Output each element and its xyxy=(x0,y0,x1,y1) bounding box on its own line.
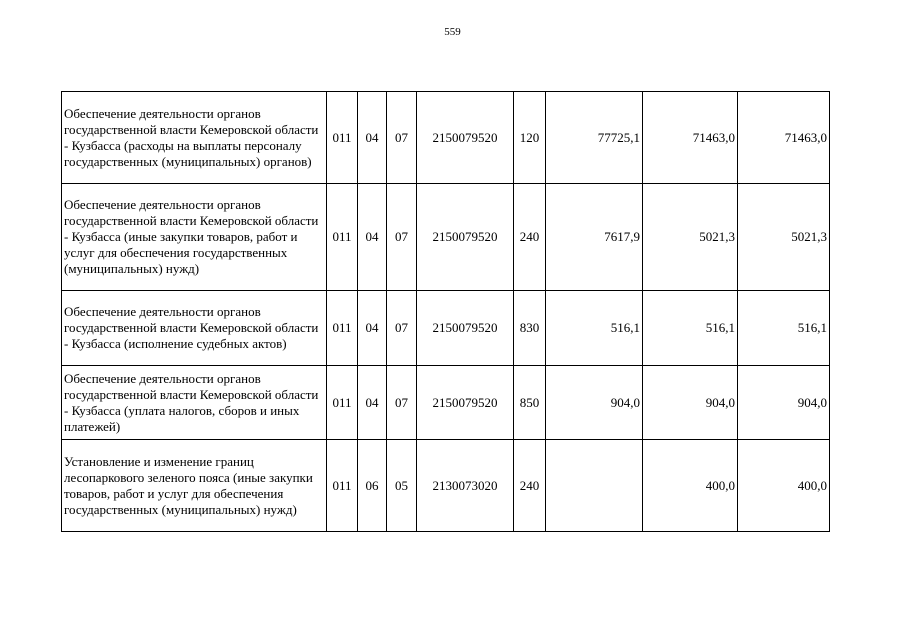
cell-target-article: 2150079520 xyxy=(417,184,514,291)
cell-amount-1 xyxy=(546,440,643,532)
cell-amount-1: 77725,1 xyxy=(546,92,643,184)
cell-amount-1: 516,1 xyxy=(546,291,643,366)
cell-expense-type: 240 xyxy=(514,440,546,532)
cell-subsection: 07 xyxy=(387,92,417,184)
cell-amount-1: 904,0 xyxy=(546,366,643,440)
table-row xyxy=(62,92,830,184)
cell-ministry: 011 xyxy=(327,92,358,184)
cell-name: Обеспечение деятельности органов государственной власти Кемеровской области - Кузбасса (исполнение судебных актов) xyxy=(62,291,327,366)
cell-expense-type: 120 xyxy=(514,92,546,184)
cell-expense-type: 240 xyxy=(514,184,546,291)
cell-amount-3: 516,1 xyxy=(738,291,830,366)
table-row xyxy=(62,184,830,291)
cell-section: 04 xyxy=(358,92,387,184)
cell-subsection: 07 xyxy=(387,184,417,291)
cell-subsection: 05 xyxy=(387,440,417,532)
cell-name: Обеспечение деятельности органов государственной власти Кемеровской области - Кузбасса (уплата налогов, сборов и иных платежей) xyxy=(62,366,327,440)
cell-amount-2: 71463,0 xyxy=(643,92,738,184)
cell-target-article: 2150079520 xyxy=(417,366,514,440)
cell-amount-3: 5021,3 xyxy=(738,184,830,291)
cell-amount-2: 5021,3 xyxy=(643,184,738,291)
cell-amount-1: 7617,9 xyxy=(546,184,643,291)
table-row xyxy=(62,440,830,532)
cell-target-article: 2150079520 xyxy=(417,92,514,184)
budget-table xyxy=(61,91,830,532)
cell-amount-3: 71463,0 xyxy=(738,92,830,184)
cell-section: 04 xyxy=(358,184,387,291)
cell-name: Обеспечение деятельности органов государственной власти Кемеровской области - Кузбасса (иные закупки товаров, работ и услуг для обеспечения государственных (муниципальных) нужд) xyxy=(62,184,327,291)
cell-amount-3: 904,0 xyxy=(738,366,830,440)
cell-ministry: 011 xyxy=(327,440,358,532)
page-number: 559 xyxy=(444,26,461,38)
cell-expense-type: 850 xyxy=(514,366,546,440)
cell-name: Установление и изменение границ лесопаркового зеленого пояса (иные закупки товаров, работ и услуг для обеспечения государственных (муниципальных) нужд) xyxy=(62,440,327,532)
cell-expense-type: 830 xyxy=(514,291,546,366)
cell-subsection: 07 xyxy=(387,291,417,366)
cell-section: 06 xyxy=(358,440,387,532)
cell-amount-2: 904,0 xyxy=(643,366,738,440)
cell-amount-2: 400,0 xyxy=(643,440,738,532)
cell-ministry: 011 xyxy=(327,366,358,440)
cell-amount-3: 400,0 xyxy=(738,440,830,532)
table-row xyxy=(62,366,830,440)
cell-section: 04 xyxy=(358,291,387,366)
cell-target-article: 2130073020 xyxy=(417,440,514,532)
cell-section: 04 xyxy=(358,366,387,440)
cell-name: Обеспечение деятельности органов государственной власти Кемеровской области - Кузбасса (расходы на выплаты персоналу государственных (муниципальных) органов) xyxy=(62,92,327,184)
cell-amount-2: 516,1 xyxy=(643,291,738,366)
cell-target-article: 2150079520 xyxy=(417,291,514,366)
table-row xyxy=(62,291,830,366)
cell-subsection: 07 xyxy=(387,366,417,440)
cell-ministry: 011 xyxy=(327,291,358,366)
cell-ministry: 011 xyxy=(327,184,358,291)
